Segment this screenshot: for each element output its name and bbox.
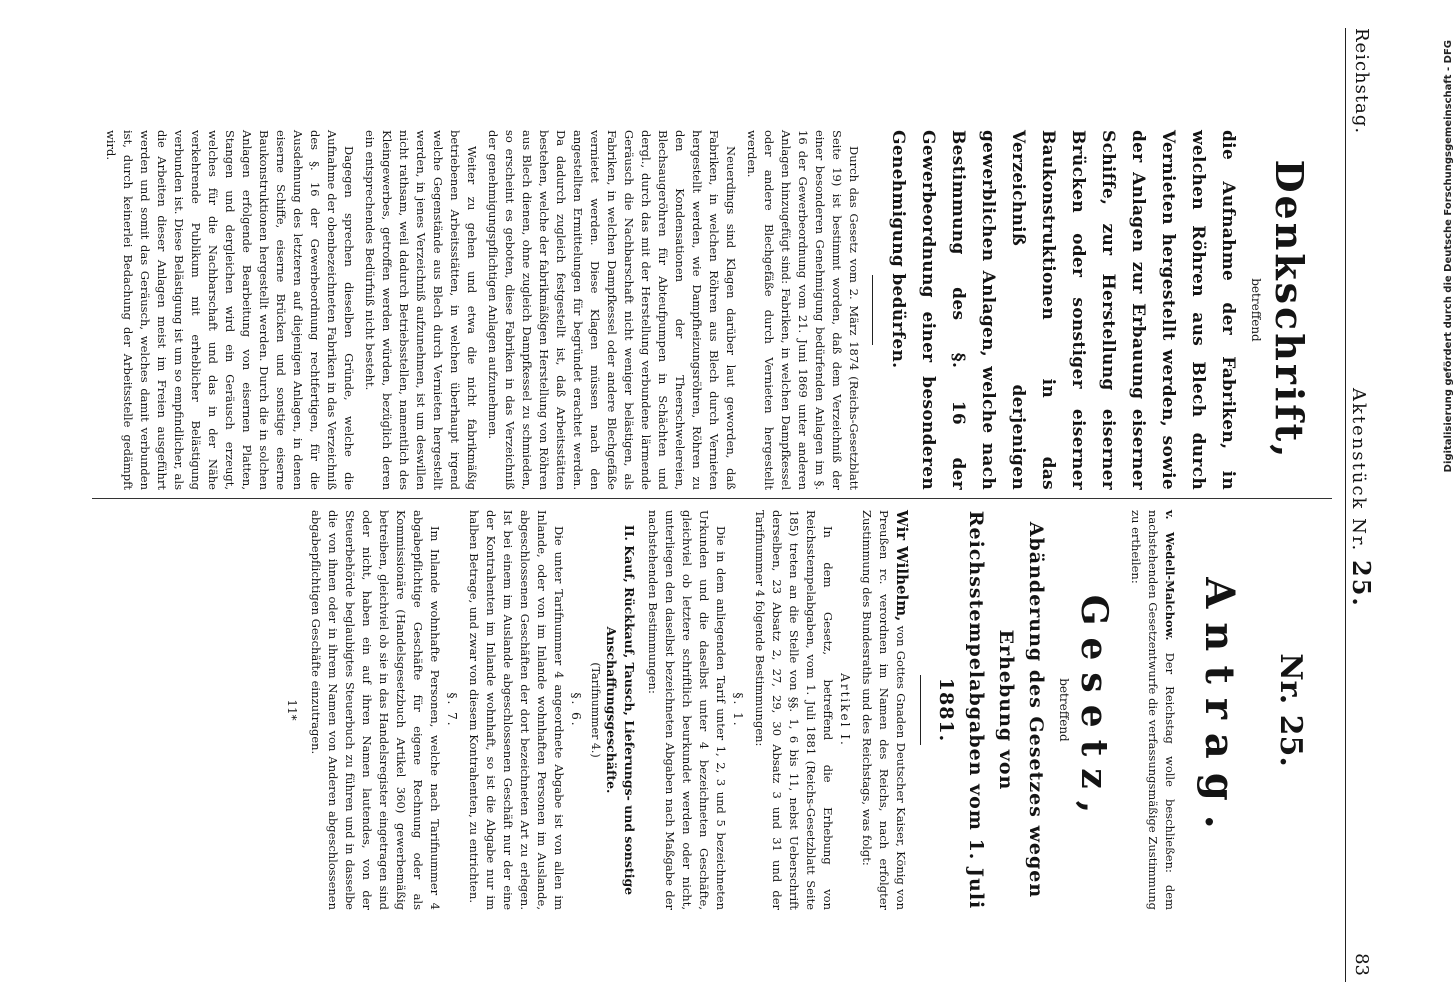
paragraph-1-heading: §. 1. [731,692,745,728]
paragraph: Neuerdings sind Klagen darüber laut geworden, daß Fabriken, in welchen Röhren aus Blech durch Vernieten hergestellt werden, wie Dampfheizungsröhren, Röhren zu den Kondensationen der Theerschwelereien, Blechsaugeröhren für Abteufpumpen in Schächten und dergl., durch das mit der Herstellung verbundene lärmende Geräusch die Nachbarschaft nicht weniger belästigen, als Fabriken, in welchen Dampfkessel oder andere Blechgefäße vernietet werden. Diese Klagen müssen nach den angestellten Ermittelungen für begründet erachtet werden. Da dadurch zugleich festgestellt ist, daß Arbeitsstätten bestehen, welche der fabrikmäßigen Herstellung von Röhren aus Blech dienen, ohne zugleich Dampfkessel zu schmieden, so erscheint es geboten, diese Fabriken in das Verzeichniß der genehmigungspflichtigen Anlagen aufzunehmen. [486,130,738,490]
preamble [858,510,910,910]
paragraph-1-text: Die in dem anliegenden Tarif unter 1, 2, 3 und 5 bezeichneten Urkunden und die daselbst unter 4 bezeichneten Geschäfte, gleichviel ob letztere schriftlich beurkundet werden oder nicht, unterliegen den daselbst bezeichneten Abgaben nach Maßgabe der nachstehenden Bestimmungen: [646,510,728,910]
motion-text: Der Reichstag wolle beschließen: dem nachstehenden Gesetzentwurfe die verfassungsmäßige Zustimmung zu ertheilen: [1129,510,1177,911]
denkschrift-betreffend: betreffend [1249,278,1263,342]
header-center [1347,388,1376,608]
artikel-heading: Artikel I. [838,673,852,747]
signature-mark: 11* [285,699,299,721]
running-header [1345,28,1376,982]
divider [872,275,873,345]
section-ii-heading: II. Kauf, Rückkauf, Tausch, Lieferungs- und sonstige Anschaffungsgeschäfte. [604,524,637,896]
denkschrift-title: Denkschrift, [1267,159,1312,461]
gesetz-title: Gesetz, [1073,594,1115,826]
divider [920,675,921,745]
motion-author: v. Wedell-Malchow. [1163,510,1177,641]
paragraph: Durch das Gesetz vom 2. März 1874 (Reichs-Gesetzblatt Seite 19) ist bestimmt worden, daß dem Verzeichniß der einer besonderen Genehmigung bedürfenden Anlagen im §. 16 der Gewerbeordnung vom 21. Juni 1869 unter anderen Anlagen hinzugefügt sind: Fabriken, in welchen Dampfkessel oder andere Blechgefäße durch Vernieten hergestellt werden. [745,130,861,490]
section-ii-subheading: (Tarifnummer 4.) [589,662,602,758]
document-number: Nr. 25. [1273,653,1308,767]
right-column [279,510,1332,910]
digitization-credit: Digitalisierung gefördert durch die Deutsche Forschungsgemeinschaft - DFG [1443,40,1454,473]
paragraph-6-text: Die unter Tarifnummer 4 angeordnete Abgabe ist von allen im Inlande, oder von im Inlande wohnhaften Personen im Auslande, abgeschlossenen Geschäften der dort bezeichneten Art zu erlegen. Ist bei einem im Auslande abgeschlossenen Geschäft nur der eine der Kontrahenten im Inlande wohnhaft, so ist die Abgabe nur im halben Betrage, und zwar von diesem Kontrahenten, zu entrichten. [467,510,566,910]
motion [1127,510,1178,910]
artikel-text: In dem Gesetz, betreffend die Erhebung von Reichsstempelabgaben, vom 1. Juli 1881 (Reichs-Gesetzblatt Seite 185) treten an die Stelle von §§. 1, 6 bis 11, nebst Ueberschrift derselben, 23 Absatz 2, 27, 29, 30 Absatz 3 und 31 und der Tarifnummer 4 folgende Bestimmungen: [753,510,835,910]
header-left: Reichstag. [1351,28,1372,135]
paragraph: Dagegen sprechen dieselben Gründe, welche die Aufnahme der obenbezeichneten Fabriken in das Verzeichniß des §. 16 der Gewerbeordnung rechtfertigen, für die Ausdehnung des letzteren auf diejenigen Anlagen, in denen eiserne Schiffe, eiserne Brücken und sonstige eiserne Baukonstruktionen hergestellt werden. Durch die in solchen Anlagen erfolgende Bearbeitung von eisernen Platten, Stangen und dergleichen wird ein Geräusch erzeugt, welches für die Nachbarschaft und das in der Nähe verkehrende Publikum mit erheblicher Belästigung verbunden ist. Diese Belästigung ist um so empfindlicher, als die Arbeiten dieser Anlagen meist im Freien ausgeführt werden und somit das Geräusch, welches damit verbunden ist, durch keinerlei Bedachung der Arbeitsstelle gedämpft wird. [104,130,356,490]
paragraph-7-heading: §. 7. [445,692,459,728]
paragraph-6-heading: §. 6. [569,692,583,728]
preamble-name: Wir Wilhelm, [893,510,911,622]
header-center-prefix: Aktenstück Nr. [1348,388,1369,553]
paragraph-7-text: Im Inlande wohnhafte Personen, welche nach Tarifnummer 4 abgabepflichtige Geschäfte für eigene Rechnung oder als Kommissionäre (Handelsgesetzbuch Artikel 360) gewerbemäßig betreiben, gleichviel ob sie in das Handelsregister eingetragen sind oder nicht, haben ein auf ihren Namen lautendes, von der Steuerbehörde beglaubigtes Steuerbuch zu führen und in dasselbe die von ihnen oder in ihrem Namen von Anderen abgeschlossenen abgabepflichtigen Geschäfte einzutragen. [309,510,442,910]
denkschrift-subject: die Aufnahme der Fabriken, in welchen Röhren aus Blech durch Vernieten hergestellt werden, sowie der Anlagen zur Erbauung eiserner Schiffe, zur Herstellung eiserner Brücken oder sonstiger eiserner Baukonstruktionen in das Verzeichniß derjenigen gewerblichen Anlagen, welche nach Bestimmung des §. 16 der Gewerbeordnung einer besonderen Genehmigung bedürfen. [888,130,1238,490]
page-number: 83 [1351,953,1372,976]
gesetz-subject: Abänderung des Gesetzes wegen Erhebung von Reichsstempelabgaben vom 1. Juli 1881. [935,510,1047,910]
paragraph: Weiter zu gehen und etwa die nicht fabrikmäßig betriebenen Arbeitsstätten, in welchen überhaupt irgend welche Gegenstände aus Blech durch Vernieten hergestellt werden, in jenes Verzeichniß aufzunehmen, ist um deswillen nicht rathsam, weil dadurch Betriebsstellen, namentlich des Kleingewerbes, getroffen werden würden, bezüglich deren ein entsprechendes Bedürfniß nicht besteht. [363,130,479,490]
left-column [98,130,1332,490]
antrag-title: Antrag. [1196,577,1243,843]
preamble-text: von Gottes Gnaden Deutscher Kaiser, König von Preußen rc. verordnen im Namen des Reichs, nach erfolgter Zustimmung des Bundesraths und des Reichstags, was folgt: [860,510,908,911]
header-center-number: 25. [1347,560,1376,608]
gesetz-betreffend: betreffend [1057,678,1071,742]
column-divider [92,498,1332,499]
